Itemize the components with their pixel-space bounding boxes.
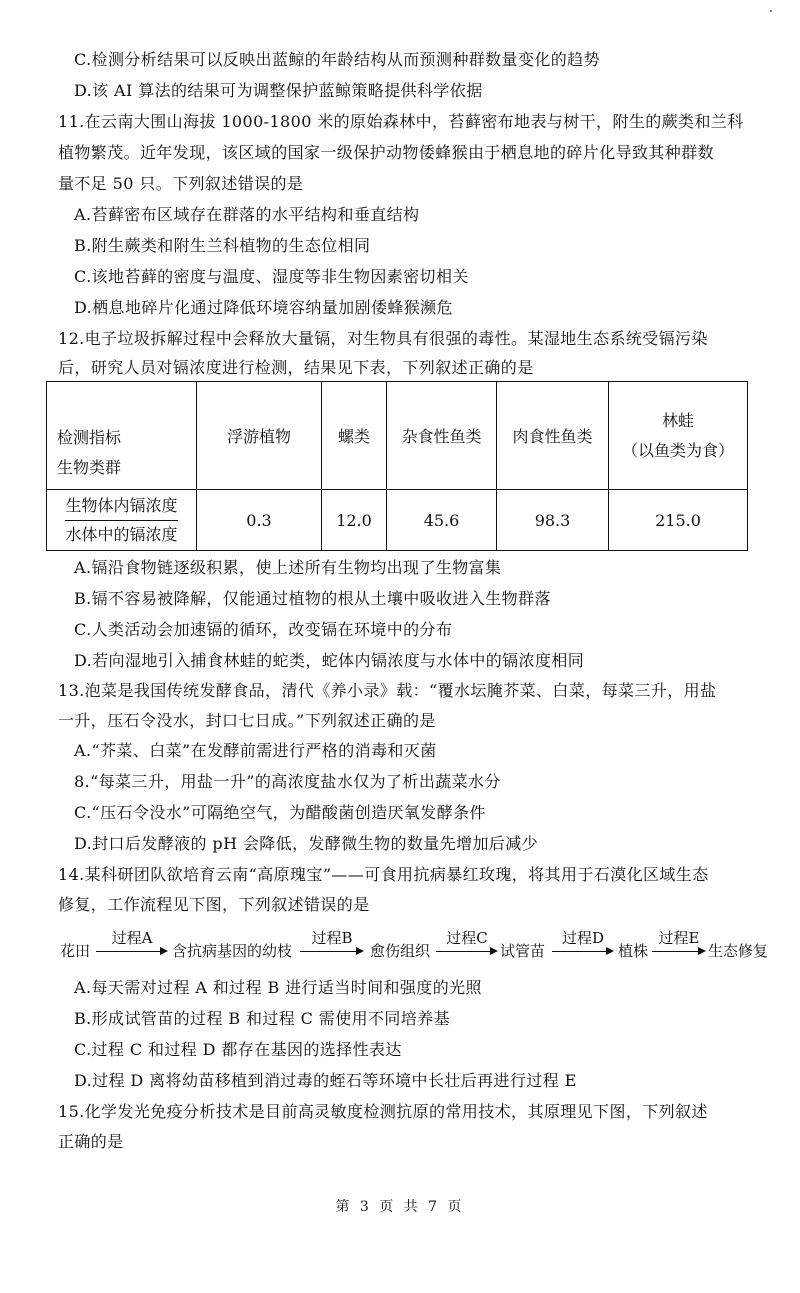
q13-option-d: D.封口后发酵液的 pH 会降低，发酵微生物的数量先增加后减少: [74, 834, 539, 853]
value-phytoplankton: 0.3: [197, 490, 322, 551]
table-header-row: [47, 382, 748, 490]
q10-option-c: C.检测分析结果可以反映出蓝鲸的年龄结构从而预测种群数量变化的趋势: [74, 50, 600, 69]
q14-option-a: A.每天需对过程 A 和过程 B 进行适当时间和强度的光照: [74, 978, 482, 997]
value-frog: 215.0: [609, 490, 748, 551]
flow-arrow-c: [436, 930, 498, 956]
header-frog-name: 林蛙: [661, 410, 694, 430]
q13-option-b: 8.“每菜三升，用盐一升”的高浓度盐水仅为了析出蔬菜水分: [74, 772, 501, 791]
q11-stem-line1: 11.在云南大围山海拔 1000-1800 米的原始森林中，苔藓密布地表与树干，附生的蕨类和兰科: [58, 112, 744, 131]
q13-stem-line2: 一升，压石令没水，封口七日成。”下列叙述正确的是: [58, 711, 436, 730]
header-phytoplankton: 浮游植物: [197, 382, 322, 490]
flow-arrow-c-label: 过程C: [446, 929, 488, 947]
scan-speck: [770, 10, 772, 12]
flow-node-ecological-restoration: 生态修复: [708, 942, 769, 960]
header-frog: [609, 382, 748, 490]
q13-stem-line1: 13.泡菜是我国传统发酵食品，清代《养小录》载：“覆水坛腌芥菜、白菜，每菜三升，用盐: [58, 681, 717, 700]
q11-option-b: B.附生蕨类和附生兰科植物的生态位相同: [74, 236, 371, 255]
flow-arrow-b: [300, 930, 364, 956]
q13-option-a: A.“芥菜、白菜”在发酵前需进行严格的消毒和灭菌: [74, 741, 437, 760]
q11-option-a: A.苔藓密布区域存在群落的水平结构和垂直结构: [74, 205, 420, 224]
q14-option-b: B.形成试管苗的过程 B 和过程 C 需使用不同培养基: [74, 1009, 450, 1028]
q14-option-c: C.过程 C 和过程 D 都存在基因的选择性表达: [74, 1040, 402, 1059]
q15-stem-line2: 正确的是: [58, 1132, 124, 1151]
q12-stem-line1: 12.电子垃圾拆解过程中会释放大量镉，对生物具有很强的毒性。某湿地生态系统受镉污染: [58, 329, 708, 348]
q12-option-a: A.镉沿食物链逐级积累，使上述所有生物均出现了生物富集: [74, 558, 502, 577]
flow-arrow-b-label: 过程B: [311, 929, 353, 947]
q13-option-c: C.“压石令没水”可隔绝空气，为醋酸菌创造厌氧发酵条件: [74, 803, 486, 822]
page-footer: 第 3 页 共 7 页: [335, 1199, 465, 1215]
cadmium-table: [46, 381, 748, 551]
corner-label-index: 检测指标: [57, 428, 122, 447]
flow-node-plant: 植株: [618, 942, 649, 960]
q11-stem-line2: 植物繁茂。近年发现，该区域的国家一级保护动物倭蜂猴由于栖息地的碎片化导致其种群数: [58, 143, 715, 162]
q10-option-d: D.该 AI 算法的结果可为调整保护蓝鲸策略提供科学依据: [74, 81, 483, 100]
q11-option-d: D.栖息地碎片化通过降低环境容纳量加剧倭蜂猴濒危: [74, 298, 453, 317]
concentration-ratio: [65, 494, 177, 547]
flow-arrow-e-label: 过程E: [658, 929, 700, 947]
ratio-denominator: 水体中的镉浓度: [65, 524, 178, 544]
header-snails: 螺类: [322, 382, 387, 490]
header-frog-note: （以鱼类为食）: [621, 440, 734, 460]
q12-option-c: C.人类活动会加速镉的循环，改变镉在环境中的分布: [74, 620, 453, 639]
process-flow-diagram: [60, 930, 780, 970]
flow-node-flower-field: 花田: [60, 942, 91, 960]
header-carnivorous-fish: 肉食性鱼类: [497, 382, 609, 490]
q15-stem-line1: 15.化学发光免疫分析技术是目前高灵敏度检测抗原的常用技术，其原理见下图，下列叙述: [58, 1102, 708, 1121]
q14-stem-line1: 14.某科研团队欲培育云南“高原瑰宝”——可食用抗病暴红玫瑰，将其用于石漠化区域生态: [58, 865, 709, 884]
flow-arrow-a-label: 过程A: [111, 929, 153, 947]
q11-option-c: C.该地苔藓的密度与温度、湿度等非生物因素密切相关: [74, 267, 469, 286]
q12-option-d: D.若向湿地引入捕食林蛙的蛇类，蛇体内镉浓度与水体中的镉浓度相同: [74, 651, 585, 670]
q14-option-d: D.过程 D 离将幼苗移植到消过毒的蛭石等环境中长壮后再进行过程 E: [74, 1071, 577, 1090]
q12-stem-line2: 后，研究人员对镉浓度进行检测，结果见下表，下列叙述正确的是: [58, 358, 534, 377]
flow-arrow-a: [96, 930, 168, 956]
flow-node-test-tube-seedling: 试管苗: [500, 942, 546, 960]
ratio-numerator: 生物体内镉浓度: [65, 494, 177, 521]
flow-node-callus: 愈伤组织: [370, 942, 431, 960]
q14-stem-line2: 修复，工作流程见下图，下列叙述错误的是: [58, 895, 370, 914]
table-corner-cell: [47, 382, 197, 490]
corner-label-group: 生物类群: [57, 458, 122, 477]
flow-arrow-e: [652, 930, 706, 956]
flow-node-branch: 含抗病基因的幼枝: [172, 942, 293, 960]
value-carnivorous-fish: 98.3: [497, 490, 609, 551]
q11-stem-line3: 量不足 50 只。下列叙述错误的是: [58, 174, 304, 193]
row-label-ratio: [47, 490, 197, 551]
value-snails: 12.0: [322, 490, 387, 551]
table-row: [47, 490, 748, 551]
q12-option-b: B.镉不容易被降解，仅能通过植物的根从土壤中吸收进入生物群落: [74, 589, 551, 608]
value-omnivorous-fish: 45.6: [387, 490, 497, 551]
flow-arrow-d-label: 过程D: [561, 929, 605, 947]
flow-arrow-d: [552, 930, 614, 956]
header-omnivorous-fish: 杂食性鱼类: [387, 382, 497, 490]
